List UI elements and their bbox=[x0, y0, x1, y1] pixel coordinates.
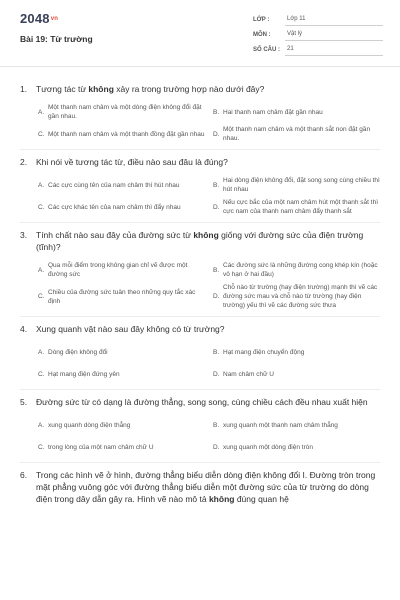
answer-option[interactable] bbox=[38, 416, 205, 434]
question-emphasis: không bbox=[88, 84, 114, 94]
question-stem bbox=[20, 156, 380, 168]
answer-option[interactable] bbox=[213, 343, 380, 361]
option-text: Chỗ nào từ trường (hay điện trường) mạnh thì vẽ các đường sức mau và chỗ nào từ trường (hay điện trường) yếu thì vẽ các đường sức thưa bbox=[223, 284, 378, 309]
question-text-part: Đường sức từ có dạng là đường thẳng, song song, cùng chiều cách đều nhau xuất hiện bbox=[36, 397, 368, 407]
meta-row bbox=[253, 42, 383, 57]
meta-label: MÔN : bbox=[253, 31, 271, 38]
option-text: Dòng điện không đổi bbox=[48, 348, 108, 356]
option-letter: A. bbox=[38, 266, 45, 274]
option-text: xung quanh một thanh nam châm thẳng bbox=[223, 421, 338, 429]
option-text: xung quanh dòng điện thẳng bbox=[48, 421, 131, 429]
answer-options bbox=[20, 416, 380, 456]
answer-option[interactable] bbox=[38, 176, 205, 194]
worksheet-meta bbox=[253, 12, 383, 57]
option-text: Các cực khác tên của nam châm thì đẩy nhau bbox=[48, 203, 181, 211]
option-letter: D. bbox=[213, 443, 220, 451]
question-item bbox=[20, 83, 380, 150]
option-text: Nam châm chữ U bbox=[223, 370, 274, 378]
option-letter: C. bbox=[38, 130, 45, 138]
answer-option[interactable] bbox=[213, 416, 380, 434]
option-text: Nếu cực bắc của một nam châm hút một thanh sắt thì cực nam của thanh nam châm đẩy thanh sắt bbox=[223, 199, 379, 215]
answer-option[interactable] bbox=[213, 103, 380, 121]
option-letter: A. bbox=[38, 181, 45, 189]
answer-option[interactable] bbox=[38, 103, 205, 121]
question-number: 6. bbox=[20, 470, 28, 480]
answer-option[interactable] bbox=[213, 283, 380, 310]
question-number: 1. bbox=[20, 84, 28, 94]
question-text bbox=[36, 83, 380, 95]
question-text bbox=[36, 469, 380, 505]
question-number: 3. bbox=[20, 230, 28, 240]
option-letter: D. bbox=[213, 370, 220, 378]
question-text-part: Tương tác từ bbox=[36, 84, 89, 94]
option-text: Hai thanh nam châm đặt gần nhau bbox=[223, 108, 323, 116]
question-text-part: xảy ra trong trường hợp nào dưới đây? bbox=[113, 84, 265, 94]
question-stem bbox=[20, 229, 380, 253]
answer-option[interactable] bbox=[213, 261, 380, 279]
option-text: Các cực cùng tên của nam châm thì hút nhau bbox=[48, 181, 180, 189]
answer-option[interactable] bbox=[38, 438, 205, 456]
option-letter: D. bbox=[213, 203, 220, 211]
meta-label: LỚP : bbox=[253, 16, 270, 23]
question-text-part: Trong các hình vẽ ở hình, đường thẳng biểu diễn dòng điện không đổi I. Đường tròn trong mặt phẳng vuông góc với đường thẳng biểu diễn một đường sức của từ trường do dòng điện trong dây dẫn gây ra. Hình vẽ nào mô tả bbox=[36, 470, 376, 504]
option-text: Một thanh nam châm và một dòng điện không đổi đặt gần nhau. bbox=[48, 104, 202, 120]
answer-option[interactable] bbox=[213, 176, 380, 194]
question-item bbox=[20, 323, 380, 390]
answer-option[interactable] bbox=[213, 365, 380, 383]
option-letter: B. bbox=[213, 266, 220, 274]
option-letter: A. bbox=[38, 108, 45, 116]
answer-options bbox=[20, 343, 380, 383]
answer-option[interactable] bbox=[38, 283, 205, 310]
question-number: 4. bbox=[20, 324, 28, 334]
question-text bbox=[36, 156, 380, 168]
question-text bbox=[36, 229, 380, 253]
question-item bbox=[20, 469, 380, 511]
answer-option[interactable] bbox=[38, 125, 205, 143]
question-item bbox=[20, 396, 380, 463]
answer-options bbox=[20, 103, 380, 143]
question-text bbox=[36, 396, 380, 408]
question-number: 2. bbox=[20, 157, 28, 167]
answer-option[interactable] bbox=[38, 343, 205, 361]
option-text: Hạt mang điện chuyển động bbox=[223, 348, 305, 356]
question-text bbox=[36, 323, 380, 335]
worksheet-header bbox=[0, 0, 400, 67]
answer-option[interactable] bbox=[38, 365, 205, 383]
question-text-part: Khi nói về tương tác từ, điều nào sau đâu là đúng? bbox=[36, 157, 228, 167]
option-text: Hai dòng điện không đổi, đặt song song cùng chiều thì hút nhau bbox=[223, 177, 380, 193]
answer-option[interactable] bbox=[38, 261, 205, 279]
lesson-title: Bài 19: Từ trường bbox=[20, 34, 93, 44]
site-logo[interactable]: $2048^{vn}$ bbox=[20, 11, 59, 26]
answer-option[interactable] bbox=[213, 438, 380, 456]
meta-label: SỐ CÂU : bbox=[253, 46, 280, 53]
question-text-part: Xung quanh vật nào sau đây không có từ trường? bbox=[36, 324, 225, 334]
meta-value: 21 bbox=[285, 44, 383, 56]
question-text-part: giống với đường sức của điện trường (tĩnh)? bbox=[36, 230, 364, 252]
question-item bbox=[20, 229, 380, 317]
option-letter: C. bbox=[38, 203, 45, 211]
answer-option[interactable] bbox=[213, 125, 380, 143]
meta-value: Lớp 11 bbox=[285, 14, 383, 26]
question-stem bbox=[20, 396, 380, 408]
option-letter: B. bbox=[213, 108, 220, 116]
option-text: Một thanh nam châm và một thanh đồng đặt gần nhau bbox=[48, 130, 205, 138]
option-letter: A. bbox=[38, 421, 45, 429]
option-letter: B. bbox=[213, 181, 220, 189]
question-item bbox=[20, 156, 380, 223]
question-text-part: đúng quan hệ bbox=[234, 494, 289, 504]
question-stem bbox=[20, 83, 380, 95]
meta-value: Vật lý bbox=[285, 29, 383, 41]
answer-options bbox=[20, 261, 380, 310]
answer-option[interactable] bbox=[213, 198, 380, 216]
option-letter: C. bbox=[38, 370, 45, 378]
meta-row bbox=[253, 12, 383, 27]
option-text: Một thanh nam châm và một thanh sắt non đặt gần nhau. bbox=[223, 126, 371, 142]
meta-row bbox=[253, 27, 383, 42]
question-emphasis: không bbox=[193, 230, 219, 240]
option-text: Chiều của đường sức tuân theo những quy tắc xác định bbox=[48, 288, 196, 305]
option-text: Qua mỗi điểm trong không gian chỉ vẽ được một đường sức bbox=[48, 262, 188, 278]
option-letter: B. bbox=[213, 348, 220, 356]
question-emphasis: không bbox=[208, 494, 235, 504]
question-list bbox=[0, 67, 400, 511]
question-stem bbox=[20, 323, 380, 335]
question-number: 5. bbox=[20, 397, 28, 407]
question-text-part: Tính chất nào sau đây của đường sức từ bbox=[36, 230, 194, 240]
option-letter: A. bbox=[38, 348, 45, 356]
option-letter: D. bbox=[213, 130, 220, 138]
option-letter: C. bbox=[38, 293, 45, 300]
question-stem bbox=[20, 469, 380, 505]
answer-option[interactable] bbox=[38, 198, 205, 216]
option-letter: D. bbox=[213, 293, 220, 300]
option-text: Các đường sức là những đường cong khép kín (hoặc vô hạn ở hai đầu) bbox=[223, 262, 378, 278]
option-text: Hạt mang điện đứng yên bbox=[48, 370, 120, 378]
option-letter: B. bbox=[213, 421, 220, 429]
option-letter: C. bbox=[38, 443, 45, 451]
option-text: xung quanh một dòng điện tròn bbox=[223, 443, 313, 451]
option-text: trong lòng của một nam châm chữ U bbox=[48, 443, 154, 451]
answer-options bbox=[20, 176, 380, 216]
